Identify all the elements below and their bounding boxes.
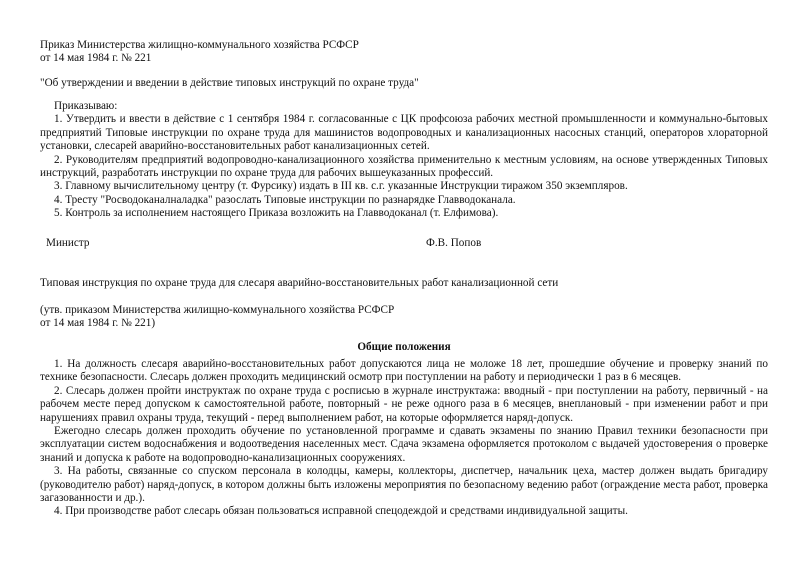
approval-note (40, 304, 768, 331)
order-item: 5. Контроль за исполнением настоящего Приказа возложить на Главводоканал (т. Елфимова). (54, 207, 499, 220)
instruction-paragraph: Ежегодно слесарь должен проходить обучение по установленной программе и сдавать экзамены по знанию Правил техники безопасности при эксплуатации систем водоснабжения и водоотведения населенных мест. Сдача экзамена оформляется протоколом с выдачей удостоверения о проверке знаний и допуска к работе на водопроводно-канализационных сооружениях. (40, 425, 768, 464)
order-title: "Об утверждении и введении в действие типовых инструкций по охране труда" (40, 77, 419, 89)
order-body (40, 100, 768, 221)
instruction-body (40, 358, 768, 519)
order-item: 1. Утвердить и ввести в действие с 1 сентября 1984 г. согласованные с ЦК профсоюза рабочих местной промышленности и коммунально-бытовых предприятий Типовые инструкции по охране труда для машинистов водопроводных и канализационных насосных станций, операторов хлораторной установки, слесарей аварийно-восстановительных работ канализационных сетей. (40, 113, 768, 153)
instruction-paragraph: 3. На работы, связанные со спуском персонала в колодцы, камеры, коллекторы, диспетчер, начальник цеха, мастер должен выдать бригадиру (руководителю работ) наряд-допуск, в котором должны быть изложены мероприятия по безопасному ведению работ (ограждение места работ, проверка загазованности и др.). (40, 465, 768, 505)
order-header (40, 39, 768, 66)
signature-block (46, 237, 746, 250)
order-item: 4. Тресту "Росводоканалналадка" разослать Типовые инструкции по разнарядке Главводоканала. (54, 193, 516, 206)
signature-position: Министр (46, 237, 90, 249)
section-title: Общие положения (357, 341, 451, 353)
instruction-title: Типовая инструкция по охране труда для слесаря аварийно-восстановительных работ канализационной сети (40, 277, 559, 289)
approval-line: от 14 мая 1984 г. № 221) (40, 317, 156, 330)
instruction-paragraph: 1. На должность слесаря аварийно-восстановительных работ допускаются лица не моложе 18 лет, прошедшие обучение и проверку знаний по технике безопасности. Слесарь должен проходить медицинский осмотр при поступлении на работу и периодически 1 раз в 6 месяцев. (40, 358, 768, 384)
instruction-paragraph: 2. Слесарь должен пройти инструктаж по охране труда с росписью в журнале инструктажа: вводный - при поступлении на работу, первичный - на рабочем месте перед допуском к самостоятельной работе, повторный - не реже одного раза в 6 месяцев, внеплановый - при изменении работ и при нарушениях правил охраны труда, текущий - перед выполнением работ, на которые оформляется наряд-допуск. (40, 384, 768, 424)
order-title-block (40, 77, 768, 90)
order-intro: Приказываю: (54, 100, 118, 112)
order-item: 3. Главному вычислительному центру (т. Фурсику) издать в III кв. с.г. указанные Инструкции тиражом 350 экземпляров. (54, 180, 628, 193)
instruction-title-block (40, 277, 768, 290)
order-date: от 14 мая 1984 г. № 221 (40, 52, 152, 65)
approval-line: (утв. приказом Министерства жилищно-коммунального хозяйства РСФСР (40, 304, 395, 316)
instruction-paragraph: 4. При производстве работ слесарь обязан пользоваться исправной спецодеждой и средствами индивидуальной защиты. (54, 505, 628, 518)
order-item: 2. Руководителям предприятий водопроводно-канализационного хозяйства применительно к местным условиям, на основе утвержденных Типовых инструкций, разработать инструкции по охране труда для рабочих вышеуказанных профессий. (40, 153, 768, 180)
signature-name: Ф.В. Попов (426, 237, 482, 249)
order-issuer: Приказ Министерства жилищно-коммунального хозяйства РСФСР (40, 39, 359, 51)
